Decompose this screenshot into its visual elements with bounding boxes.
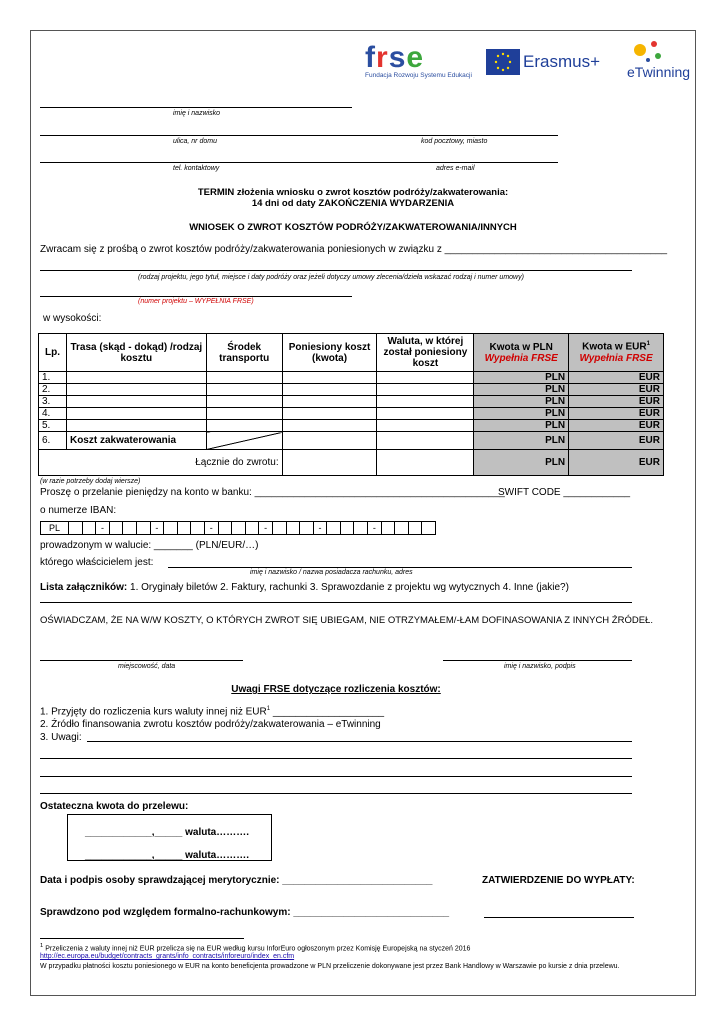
iban-cell[interactable]	[123, 522, 137, 535]
deadline-line2: 14 dni od daty ZAKOŃCZENIA WYDARZENIA	[251, 198, 455, 209]
footnote-link[interactable]: http://ec.europa.eu/budget/contracts_grants/info_contracts/inforeuro/index_en.cfm	[40, 953, 295, 960]
total-label: Łącznie do zwrotu:	[39, 450, 283, 476]
iban-cell[interactable]	[191, 522, 205, 535]
row-eur: EUR	[569, 432, 664, 450]
total-cost[interactable]	[282, 450, 377, 476]
iban-cell[interactable]: -	[368, 522, 382, 535]
header-lp: Lp.	[39, 334, 67, 372]
row-pln: PLN	[474, 396, 569, 408]
attachments	[40, 582, 569, 593]
swift-text: SWIFT CODE ____________	[498, 487, 631, 498]
project-number-line[interactable]	[40, 296, 352, 297]
owner-line[interactable]	[168, 567, 632, 568]
frse-note-1	[40, 706, 384, 717]
footnote-link-wrap	[40, 953, 294, 960]
row-lp: 4.	[39, 408, 67, 420]
row-route[interactable]	[66, 372, 206, 384]
frse-note-1-line: ____________________	[270, 706, 385, 718]
table-row	[39, 420, 664, 432]
notes-line-4[interactable]	[40, 793, 632, 794]
street-caption: ulica, nr domu	[173, 138, 217, 145]
row-pln: PLN	[474, 432, 569, 450]
row-cost[interactable]	[282, 396, 377, 408]
row-transport[interactable]	[206, 384, 282, 396]
iban-cell[interactable]	[286, 522, 300, 535]
row-currency[interactable]	[377, 384, 474, 396]
currency-text: prowadzonym w walucie: _______ (PLN/EUR/…)	[40, 540, 259, 551]
notes-line-2[interactable]	[40, 758, 632, 759]
row-pln: PLN	[474, 420, 569, 432]
form-title: WNIOSEK O ZWROT KOSZTÓW PODRÓŻY/ZAKWATEROWANIA/INNYCH	[189, 222, 517, 233]
costs-table	[38, 333, 664, 476]
frse-notes-title: Uwagi FRSE dotyczące rozliczenia kosztów:	[231, 684, 441, 695]
iban-cell[interactable]: -	[313, 522, 327, 535]
frse-note-1-text: 1. Przyjęty do rozliczenia kurs waluty innej niż EUR	[40, 706, 267, 718]
notes-line-1[interactable]	[87, 741, 632, 742]
iban-cell[interactable]	[232, 522, 246, 535]
iban-grid[interactable]	[40, 521, 436, 535]
iban-row	[41, 522, 436, 535]
attachments-label: Lista załączników:	[40, 582, 128, 593]
header-eur	[569, 334, 664, 372]
row-currency[interactable]	[377, 372, 474, 384]
deadline-line1: TERMIN złożenia wniosku o zwrot kosztów podróży/zakwaterowania:	[197, 187, 509, 198]
frse-note-3: 3. Uwagi:	[40, 732, 82, 743]
iban-cell[interactable]	[395, 522, 409, 535]
header-pln-label: Kwota w PLN	[489, 341, 553, 353]
table-row	[39, 408, 664, 420]
header-eur-label: Kwota w EUR	[582, 341, 647, 353]
iban-cell[interactable]	[408, 522, 422, 535]
owner-text: którego właścicielem jest:	[40, 557, 154, 568]
merit-sign: Data i podpis osoby sprawdzającej merytorycznie: ___________________________	[40, 875, 433, 886]
row-transport[interactable]	[206, 396, 282, 408]
iban-label: o numerze IBAN:	[40, 505, 117, 516]
row-currency[interactable]	[377, 408, 474, 420]
final-amount-label: Ostateczna kwota do przelewu:	[40, 801, 189, 812]
attachments-line[interactable]	[40, 602, 632, 603]
street-line[interactable]	[40, 135, 558, 136]
row-transport[interactable]	[206, 408, 282, 420]
footnote-text2: W przypadku płatności kosztu poniesionego w EUR na konto beneficjenta prowadzone w PLN przeliczenie dokonywane jest przez Bank Handlowy w Warszawie po kursie z dnia przelewu.	[40, 963, 620, 970]
total-currency	[377, 450, 474, 476]
iban-cell[interactable]	[245, 522, 259, 535]
row-cost[interactable]	[282, 372, 377, 384]
iban-cell[interactable]	[177, 522, 191, 535]
iban-cell[interactable]	[82, 522, 96, 535]
etwinning-logo: eTwinning	[627, 64, 691, 80]
approval-line[interactable]	[484, 917, 634, 918]
iban-cell[interactable]: -	[150, 522, 164, 535]
row-lp: 1.	[39, 372, 67, 384]
row-route[interactable]	[66, 420, 206, 432]
project-caption: (rodzaj projektu, jego tytuł, miejsce i daty podróży oraz jeżeli dotyczy umowy zlecenia/dzieła wskazać rodzaj i numer umowy)	[138, 274, 524, 281]
header-pln-sub: Wypełnia FRSE	[484, 352, 558, 364]
place-date-line[interactable]	[40, 660, 243, 661]
row-route: Koszt zakwaterowania	[66, 432, 206, 450]
iban-cell[interactable]	[422, 522, 436, 535]
row-lp: 6.	[39, 432, 67, 450]
row-pln: PLN	[474, 408, 569, 420]
header-cost: Poniesiony koszt (kwota)	[282, 334, 377, 372]
iban-cell[interactable]	[109, 522, 123, 535]
iban-cell[interactable]	[354, 522, 368, 535]
row-eur: EUR	[569, 396, 664, 408]
header-route: Trasa (skąd - dokąd) /rodzaj kosztu	[66, 334, 206, 372]
final-amount-row1: ____________,_____ waluta……….	[85, 827, 249, 838]
iban-cell[interactable]	[69, 522, 83, 535]
iban-cell[interactable]: -	[259, 522, 273, 535]
bank-text: Proszę o przelanie pieniędzy na konto w banku: _____________________________________________	[40, 487, 505, 498]
iban-cell[interactable]: -	[96, 522, 110, 535]
row-eur: EUR	[569, 420, 664, 432]
row-cost[interactable]	[282, 420, 377, 432]
eu-flag-icon	[486, 49, 520, 75]
iban-cell[interactable]	[272, 522, 286, 535]
header-eur-sub: Wypełnia FRSE	[579, 352, 653, 364]
header-eur-text	[572, 341, 660, 352]
row-eur: EUR	[569, 372, 664, 384]
table-total-row	[39, 450, 664, 476]
place-date-caption: miejscowość, data	[118, 663, 176, 670]
notes-line-3[interactable]	[40, 776, 632, 777]
iban-cell[interactable]: -	[204, 522, 218, 535]
row-transport[interactable]	[206, 420, 282, 432]
name-line[interactable]	[40, 107, 352, 108]
formal-check: Sprawdzono pod względem formalno-rachunkowym: ____________________________	[40, 907, 450, 918]
row-eur: EUR	[569, 384, 664, 396]
iban-cell[interactable]	[164, 522, 178, 535]
table-row	[39, 396, 664, 408]
postal-caption: kod pocztowy, miasto	[421, 138, 488, 145]
frse-caption: Fundacja Rozwoju Systemu Edukacji	[365, 72, 472, 79]
row-lp: 3.	[39, 396, 67, 408]
row-currency[interactable]	[377, 396, 474, 408]
footnote-separator	[40, 938, 244, 939]
row-pln: PLN	[474, 372, 569, 384]
frse-note-2: 2. Źródło finansowania zwrotu kosztów podróży/zakwaterowania – eTwinning	[40, 719, 381, 730]
frse-note-1-sup: 1	[266, 706, 271, 712]
table-row	[39, 384, 664, 396]
header-pln	[474, 334, 569, 372]
row-cost[interactable]	[282, 384, 377, 396]
project-line[interactable]	[40, 270, 632, 271]
iban-cell[interactable]	[340, 522, 354, 535]
owner-caption: imię i nazwisko / nazwa posiadacza rachunku, adres	[250, 569, 413, 576]
footnote-num: 1	[40, 943, 44, 949]
approval-label: ZATWIERDZENIE DO WYPŁATY:	[482, 875, 635, 886]
iban-cell[interactable]	[381, 522, 395, 535]
row-lp: 5.	[39, 420, 67, 432]
row-eur: EUR	[569, 408, 664, 420]
add-rows-note: (w razie potrzeby dodaj wiersze)	[40, 478, 141, 485]
row-currency[interactable]	[377, 432, 474, 450]
erasmus-logo: Erasmus+	[523, 52, 600, 71]
contact-line[interactable]	[40, 162, 558, 163]
email-caption: adres e-mail	[436, 165, 475, 172]
project-number-caption: (numer projektu – WYPEŁNIA FRSE)	[138, 298, 254, 305]
phone-caption: tel. kontaktowy	[173, 165, 220, 172]
row-lp: 2.	[39, 384, 67, 396]
amount-label: w wysokości:	[43, 313, 102, 324]
frse-logo: frse Fundacja Rozwoju Systemu Edukacji	[365, 41, 472, 79]
header-eur-sup: 1	[646, 341, 650, 348]
name-caption: imię i nazwisko	[173, 110, 221, 117]
header-transport: Środek transportu	[206, 334, 282, 372]
row-route[interactable]	[66, 408, 206, 420]
header-currency: Waluta, w której został poniesiony koszt	[377, 334, 474, 372]
iban-cell[interactable]	[136, 522, 150, 535]
attachments-text: 1. Oryginały biletów 2. Faktury, rachunki 3. Sprawozdanie z projektu wg wytycznych 4. Inne (jakie?)	[130, 582, 569, 593]
final-amount-row2: ____________,_____ waluta……….	[85, 850, 249, 861]
row-transport[interactable]	[206, 372, 282, 384]
row-route[interactable]	[66, 396, 206, 408]
iban-cell[interactable]	[300, 522, 314, 535]
declaration: OŚWIADCZAM, ŻE NA W/W KOSZTY, O KTÓRYCH ZWROT SIĘ UBIEGAM, NIE OTRZYMAŁEM/-ŁAM DOFINASOWANIA Z INNYCH ŹRÓDEŁ.	[40, 615, 653, 626]
iban-cell[interactable]	[218, 522, 232, 535]
footnote-text1-body: Przeliczenia z waluty innej niż EUR przelicza się na EUR według kursu InforEuro ogłoszonym przez Komisję Europejską na styczeń 2016	[43, 945, 471, 953]
iban-cell[interactable]: PL	[41, 522, 69, 535]
row-currency[interactable]	[377, 420, 474, 432]
row-pln: PLN	[474, 384, 569, 396]
table-row	[39, 432, 664, 450]
footnote-text1	[40, 943, 470, 952]
row-cost[interactable]	[282, 432, 377, 450]
table-header-row	[39, 334, 664, 372]
iban-cell[interactable]	[327, 522, 341, 535]
table-row	[39, 372, 664, 384]
total-pln: PLN	[474, 450, 569, 476]
row-cost[interactable]	[282, 408, 377, 420]
request-text: Zwracam się z prośbą o zwrot kosztów podróży/zakwaterowania poniesionych w związku z ________________________________________	[40, 244, 668, 255]
total-eur: EUR	[569, 450, 664, 476]
signature-line[interactable]	[443, 660, 632, 661]
row-transport-crossed	[206, 432, 282, 450]
signature-caption: imię i nazwisko, podpis	[504, 663, 576, 670]
row-route[interactable]	[66, 384, 206, 396]
